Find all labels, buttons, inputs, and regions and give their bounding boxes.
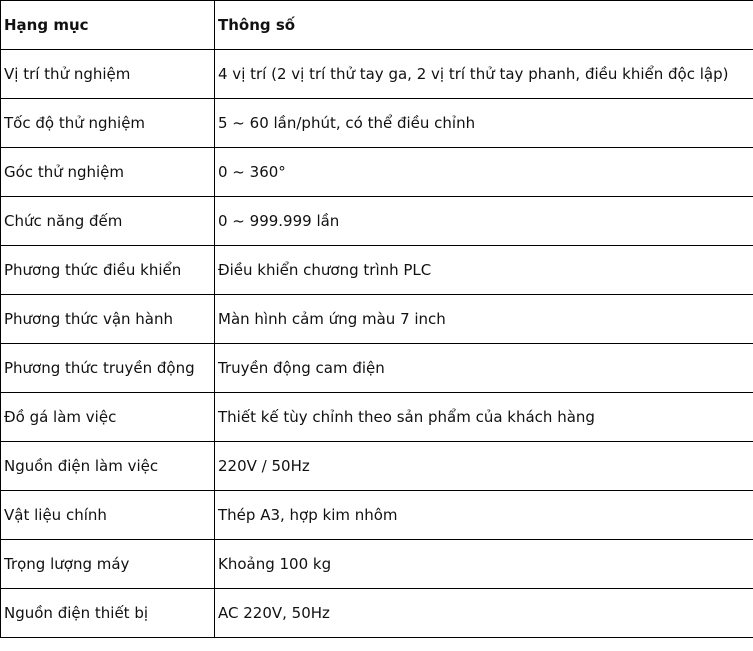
row-item: Tốc độ thử nghiệm — [1, 99, 215, 148]
row-value: Thiết kế tùy chỉnh theo sản phẩm của khách hàng — [215, 393, 753, 442]
row-value: 0 ~ 360° — [215, 148, 753, 197]
table-row — [1, 491, 753, 540]
row-item: Nguồn điện làm việc — [1, 442, 215, 491]
row-item: Phương thức vận hành — [1, 295, 215, 344]
table-row — [1, 148, 753, 197]
row-value: 220V / 50Hz — [215, 442, 753, 491]
row-value: 5 ~ 60 lần/phút, có thể điều chỉnh — [215, 99, 753, 148]
row-value: Màn hình cảm ứng màu 7 inch — [215, 295, 753, 344]
row-value: Thép A3, hợp kim nhôm — [215, 491, 753, 540]
table-row — [1, 295, 753, 344]
row-value: Điều khiển chương trình PLC — [215, 246, 753, 295]
header-item: Hạng mục — [1, 1, 215, 50]
row-item: Phương thức truyền động — [1, 344, 215, 393]
header-value: Thông số — [215, 1, 753, 50]
row-item: Chức năng đếm — [1, 197, 215, 246]
row-item: Vật liệu chính — [1, 491, 215, 540]
row-item: Vị trí thử nghiệm — [1, 50, 215, 99]
table-header-row — [1, 1, 753, 50]
row-item: Phương thức điều khiển — [1, 246, 215, 295]
table-row — [1, 540, 753, 589]
table-row — [1, 393, 753, 442]
row-value: 0 ~ 999.999 lần — [215, 197, 753, 246]
table-row — [1, 99, 753, 148]
row-item: Trọng lượng máy — [1, 540, 215, 589]
row-item: Nguồn điện thiết bị — [1, 589, 215, 638]
table-row — [1, 589, 753, 638]
row-item: Góc thử nghiệm — [1, 148, 215, 197]
row-value: AC 220V, 50Hz — [215, 589, 753, 638]
row-value: Truyền động cam điện — [215, 344, 753, 393]
table-row — [1, 50, 753, 99]
row-item: Đồ gá làm việc — [1, 393, 215, 442]
row-value: Khoảng 100 kg — [215, 540, 753, 589]
row-value: 4 vị trí (2 vị trí thử tay ga, 2 vị trí thử tay phanh, điều khiển độc lập) — [215, 50, 753, 99]
table-row — [1, 344, 753, 393]
table-row — [1, 442, 753, 491]
table-row — [1, 246, 753, 295]
table-row — [1, 197, 753, 246]
